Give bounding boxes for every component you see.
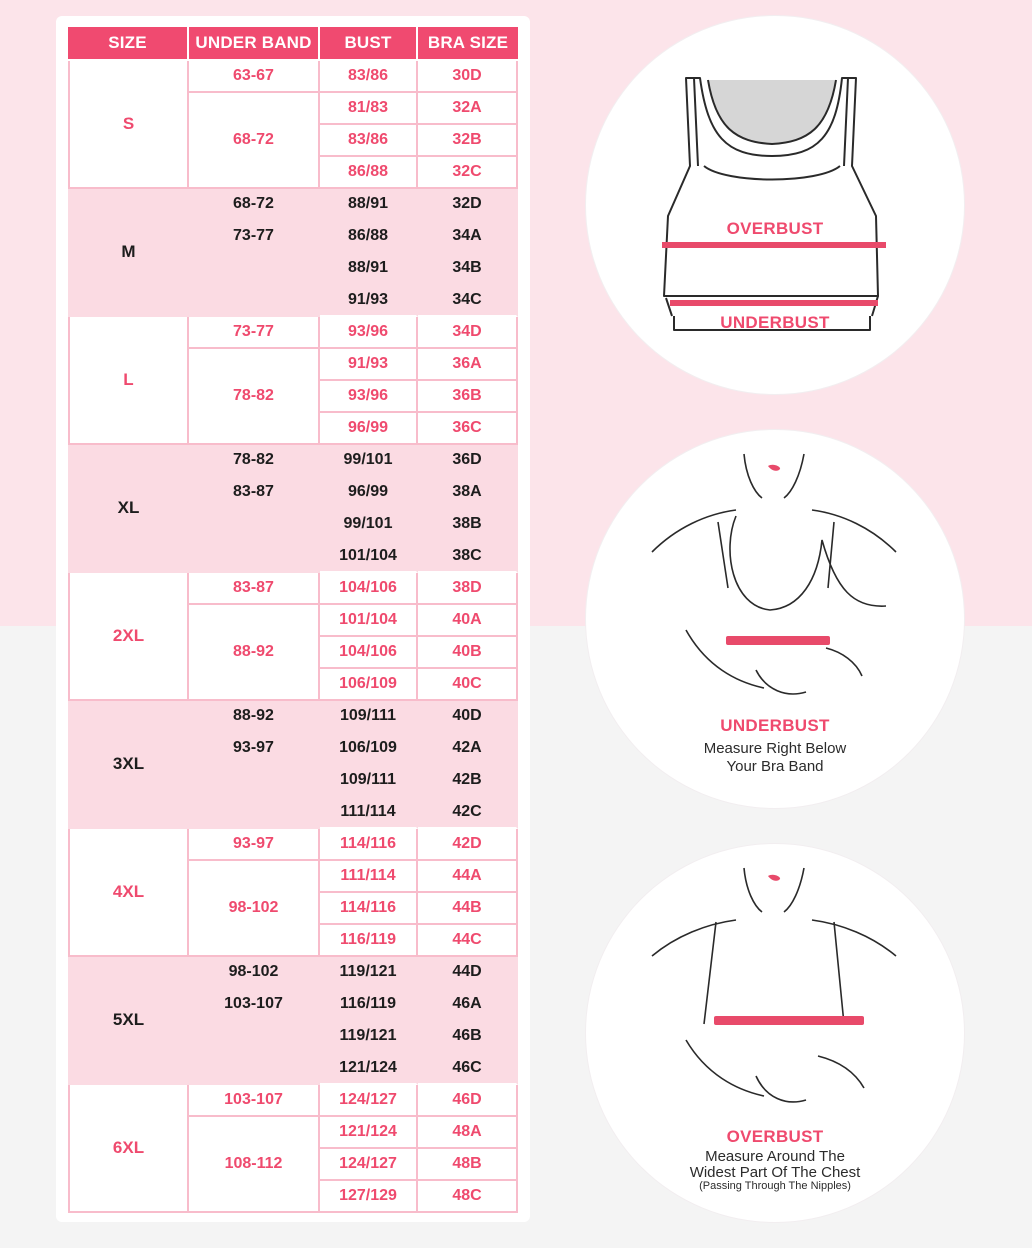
table-row <box>68 317 518 349</box>
bra-size-cell: 38B <box>418 509 518 541</box>
bra-size-cell: 32B <box>418 125 518 157</box>
table-row <box>68 701 518 733</box>
bra-size-cell: 34C <box>418 285 518 317</box>
bust-cell: 99/101 <box>320 509 418 541</box>
size-cell: 2XL <box>68 573 189 701</box>
bra-size-cell: 40D <box>418 701 518 733</box>
table-row <box>68 445 518 477</box>
bra-size-cell: 48B <box>418 1149 518 1181</box>
bust-cell: 86/88 <box>320 157 418 189</box>
bra-size-cell: 46B <box>418 1021 518 1053</box>
bust-cell: 88/91 <box>320 189 418 221</box>
overbust-note: (Passing Through The Nipples) <box>699 1180 851 1192</box>
under-band-cell: 93-97 <box>189 733 320 829</box>
sports-bra-illustration <box>586 16 964 394</box>
size-group <box>68 61 518 189</box>
underbust-tape <box>726 636 830 645</box>
size-cell: 4XL <box>68 829 189 957</box>
bust-cell: 86/88 <box>320 221 418 253</box>
underbust-title: UNDERBUST <box>720 716 830 735</box>
bra-size-cell: 38C <box>418 541 518 573</box>
bra-size-cell: 40C <box>418 669 518 701</box>
bust-cell: 93/96 <box>320 381 418 413</box>
bust-cell: 121/124 <box>320 1117 418 1149</box>
bra-size-cell: 34D <box>418 317 518 349</box>
bra-size-cell: 38A <box>418 477 518 509</box>
table-header-row <box>68 27 518 61</box>
underbust-desc-line2: Your Bra Band <box>726 758 824 775</box>
under-band-cell: 108-112 <box>189 1117 320 1213</box>
bra-size-cell: 32A <box>418 93 518 125</box>
bust-cell: 114/116 <box>320 893 418 925</box>
bust-cell: 109/111 <box>320 701 418 733</box>
bra-size-cell: 36D <box>418 445 518 477</box>
bra-size-cell: 32D <box>418 189 518 221</box>
bust-cell: 119/121 <box>320 1021 418 1053</box>
size-group <box>68 317 518 445</box>
overbust-label: OVERBUST <box>726 219 824 238</box>
under-band-cell: 98-102 <box>189 957 320 989</box>
bust-cell: 121/124 <box>320 1053 418 1085</box>
bust-cell: 88/91 <box>320 253 418 285</box>
size-cell: M <box>68 189 189 317</box>
bust-cell: 99/101 <box>320 445 418 477</box>
size-group <box>68 573 518 701</box>
bra-size-cell: 36C <box>418 413 518 445</box>
under-band-cell: 83-87 <box>189 573 320 605</box>
bust-cell: 83/86 <box>320 61 418 93</box>
bra-size-cell: 42B <box>418 765 518 797</box>
overbust-title: OVERBUST <box>726 1127 824 1146</box>
bust-cell: 104/106 <box>320 637 418 669</box>
under-band-cell: 93-97 <box>189 829 320 861</box>
bust-cell: 124/127 <box>320 1085 418 1117</box>
bust-cell: 109/111 <box>320 765 418 797</box>
underbust-illustration <box>586 430 964 808</box>
header-size: SIZE <box>68 27 189 61</box>
size-chart-table <box>68 27 518 1213</box>
under-band-cell: 73-77 <box>189 221 320 317</box>
bust-cell: 106/109 <box>320 669 418 701</box>
under-band-cell: 78-82 <box>189 445 320 477</box>
bust-cell: 119/121 <box>320 957 418 989</box>
overbust-tape <box>714 1016 864 1025</box>
bust-cell: 111/114 <box>320 797 418 829</box>
under-band-cell: 68-72 <box>189 189 320 221</box>
bust-cell: 116/119 <box>320 925 418 957</box>
size-group <box>68 957 518 1085</box>
overbust-tape <box>662 242 886 248</box>
size-cell: S <box>68 61 189 189</box>
overbust-desc-line2: Widest Part Of The Chest <box>689 1164 861 1181</box>
bust-cell: 91/93 <box>320 285 418 317</box>
size-cell: 5XL <box>68 957 189 1085</box>
under-band-cell: 103-107 <box>189 989 320 1085</box>
overbust-desc-line1: Measure Around The <box>705 1148 845 1165</box>
underbust-tape <box>670 300 878 306</box>
bust-cell: 96/99 <box>320 477 418 509</box>
size-group <box>68 701 518 829</box>
bust-cell: 83/86 <box>320 125 418 157</box>
overbust-illustration <box>586 844 964 1222</box>
under-band-cell: 73-77 <box>189 317 320 349</box>
under-band-cell: 88-92 <box>189 605 320 701</box>
bust-cell: 93/96 <box>320 317 418 349</box>
bra-size-cell: 42D <box>418 829 518 861</box>
bra-size-cell: 34B <box>418 253 518 285</box>
bra-size-cell: 40A <box>418 605 518 637</box>
bra-size-cell: 30D <box>418 61 518 93</box>
bra-size-cell: 44D <box>418 957 518 989</box>
bust-cell: 104/106 <box>320 573 418 605</box>
under-band-cell: 63-67 <box>189 61 320 93</box>
underbust-desc-line1: Measure Right Below <box>703 740 847 757</box>
bust-cell: 106/109 <box>320 733 418 765</box>
size-group <box>68 829 518 957</box>
table-row <box>68 957 518 989</box>
header-bust: BUST <box>320 27 418 61</box>
under-band-cell: 103-107 <box>189 1085 320 1117</box>
bust-cell: 101/104 <box>320 605 418 637</box>
under-band-cell: 88-92 <box>189 701 320 733</box>
bust-cell: 116/119 <box>320 989 418 1021</box>
size-group <box>68 189 518 317</box>
table-row <box>68 829 518 861</box>
bra-size-cell: 48C <box>418 1181 518 1213</box>
bra-size-cell: 46C <box>418 1053 518 1085</box>
bra-size-cell: 46A <box>418 989 518 1021</box>
header-under-band: UNDER BAND <box>189 27 320 61</box>
bra-size-cell: 36A <box>418 349 518 381</box>
header-bra-size: BRA SIZE <box>418 27 518 61</box>
bust-cell: 101/104 <box>320 541 418 573</box>
bust-cell: 111/114 <box>320 861 418 893</box>
underbust-label: UNDERBUST <box>720 313 830 332</box>
sports-bra-drawing <box>586 16 964 394</box>
bra-size-cell: 48A <box>418 1117 518 1149</box>
bra-size-cell: 44C <box>418 925 518 957</box>
bust-cell: 124/127 <box>320 1149 418 1181</box>
size-group <box>68 445 518 573</box>
under-band-cell: 78-82 <box>189 349 320 445</box>
table-row <box>68 1085 518 1117</box>
size-cell: L <box>68 317 189 445</box>
size-cell: 3XL <box>68 701 189 829</box>
under-band-cell: 68-72 <box>189 93 320 189</box>
bust-cell: 91/93 <box>320 349 418 381</box>
bust-cell: 81/83 <box>320 93 418 125</box>
bra-size-cell: 36B <box>418 381 518 413</box>
size-group <box>68 1085 518 1213</box>
bust-cell: 114/116 <box>320 829 418 861</box>
bra-size-cell: 40B <box>418 637 518 669</box>
table-row <box>68 189 518 221</box>
size-cell: 6XL <box>68 1085 189 1213</box>
bra-size-cell: 32C <box>418 157 518 189</box>
bra-size-cell: 42C <box>418 797 518 829</box>
bra-size-cell: 34A <box>418 221 518 253</box>
size-cell: XL <box>68 445 189 573</box>
table-row <box>68 573 518 605</box>
bra-size-cell: 44B <box>418 893 518 925</box>
bust-cell: 96/99 <box>320 413 418 445</box>
bra-size-cell: 46D <box>418 1085 518 1117</box>
bust-cell: 127/129 <box>320 1181 418 1213</box>
table-row <box>68 61 518 93</box>
under-band-cell: 98-102 <box>189 861 320 957</box>
bra-size-cell: 38D <box>418 573 518 605</box>
under-band-cell: 83-87 <box>189 477 320 573</box>
bra-size-cell: 44A <box>418 861 518 893</box>
bra-size-cell: 42A <box>418 733 518 765</box>
